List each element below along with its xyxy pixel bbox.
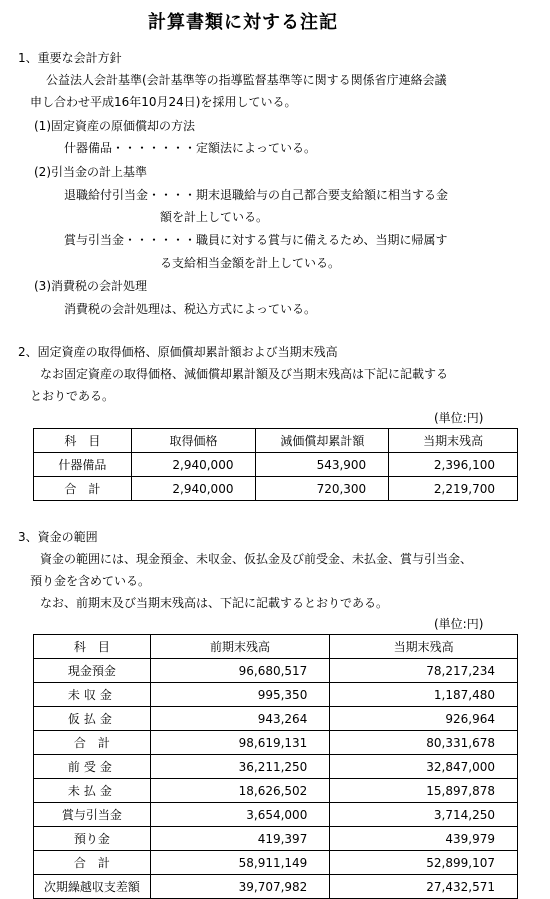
cell-value: 1,187,480 [330,683,518,707]
cell-value: 18,626,502 [150,779,330,803]
cell-value: 2,940,000 [131,453,256,477]
funds-table [33,634,518,899]
table-header-row [34,635,518,659]
table-row [34,803,518,827]
row-label: 合 計 [34,477,132,501]
cell-value: 943,264 [150,707,330,731]
fixed-assets-table [33,428,518,501]
table-row [34,851,518,875]
cell-value: 15,897,878 [330,779,518,803]
subsection1-heading: (1)固定資産の原価償却の方法 [34,119,195,133]
cell-value: 926,964 [330,707,518,731]
section3-unit-label: (単位:円) [434,617,484,631]
subsection2-heading: (2)引当金の計上基準 [34,165,147,179]
cell-value: 80,331,678 [330,731,518,755]
row-label: 合 計 [34,731,151,755]
row-label: 前受金 [34,755,151,779]
cell-value: 2,396,100 [389,453,518,477]
cell-value: 439,979 [330,827,518,851]
cell-value: 27,432,571 [330,875,518,899]
table-row [34,827,518,851]
column-header: 取得価格 [131,429,256,453]
subsection2-text2b: る支給相当金額を計上している。 [160,256,341,270]
subsection1-text: 什器備品・・・・・・・定額法によっている。 [64,141,317,155]
table-row [34,683,518,707]
subsection2-text1b: 額を計上している。 [160,210,269,224]
row-label: 未払金 [34,779,151,803]
cell-value: 2,940,000 [131,477,256,501]
table-row [34,453,518,477]
cell-value: 78,217,234 [330,659,518,683]
column-header: 前期末残高 [150,635,330,659]
section2-text-line2: とおりである。 [30,389,115,403]
section2-heading: 2、固定資産の取得価格、原価償却累計額および当期末残高 [18,345,338,359]
column-header: 減価償却累計額 [256,429,389,453]
section2-unit-label: (単位:円) [434,411,484,425]
subsection2-text1a: 退職給付引当金・・・・期末退職給与の自己都合要支給額に相当する金 [64,188,449,202]
column-header: 科 目 [34,635,151,659]
row-label: 次期繰越収支差額 [34,875,151,899]
section1-intro-line1: 公益法人会計基準(会計基準等の指導監督基準等に関する関係省庁連絡会議 [46,73,447,87]
column-header: 科 目 [34,429,132,453]
section1-heading: 1、重要な会計方針 [18,51,122,65]
table-row [34,875,518,899]
page-title: 計算書類に対する注記 [148,12,338,33]
subsection3-text: 消費税の会計処理は、税込方式によっている。 [64,302,317,316]
table-header-row [34,429,518,453]
row-label: 賞与引当金 [34,803,151,827]
cell-value: 2,219,700 [389,477,518,501]
section1-intro-line2: 申し合わせ平成16年10月24日)を採用している。 [30,95,297,109]
table-row [34,659,518,683]
table-row [34,731,518,755]
cell-value: 3,714,250 [330,803,518,827]
cell-value: 58,911,149 [150,851,330,875]
cell-value: 543,900 [256,453,389,477]
cell-value: 39,707,982 [150,875,330,899]
table-row [34,707,518,731]
column-header: 当期末残高 [330,635,518,659]
column-header: 当期末残高 [389,429,518,453]
section3-text-line1: 資金の範囲には、現金預金、未収金、仮払金及び前受金、未払金、賞与引当金、 [40,552,473,566]
subsection2-text2a: 賞与引当金・・・・・・職員に対する賞与に備えるため、当期に帰属す [64,233,448,247]
cell-value: 36,211,250 [150,755,330,779]
cell-value: 52,899,107 [330,851,518,875]
cell-value: 96,680,517 [150,659,330,683]
row-label: 現金預金 [34,659,151,683]
subsection3-heading: (3)消費税の会計処理 [34,279,147,293]
cell-value: 995,350 [150,683,330,707]
cell-value: 3,654,000 [150,803,330,827]
table-row [34,755,518,779]
section2-text-line1: なお固定資産の取得価格、減価償却累計額及び当期末残高は下記に記載する [40,367,449,381]
row-label: 合 計 [34,851,151,875]
section3-text-line3: なお、前期末及び当期末残高は、下記に記載するとおりである。 [40,596,389,610]
table-row [34,477,518,501]
cell-value: 32,847,000 [330,755,518,779]
row-label: 什器備品 [34,453,132,477]
row-label: 仮払金 [34,707,151,731]
row-label: 未収金 [34,683,151,707]
table-row [34,779,518,803]
cell-value: 98,619,131 [150,731,330,755]
row-label: 預り金 [34,827,151,851]
section3-text-line2: 預り金を含めている。 [30,574,151,588]
cell-value: 720,300 [256,477,389,501]
cell-value: 419,397 [150,827,330,851]
section3-heading: 3、資金の範囲 [18,530,98,544]
